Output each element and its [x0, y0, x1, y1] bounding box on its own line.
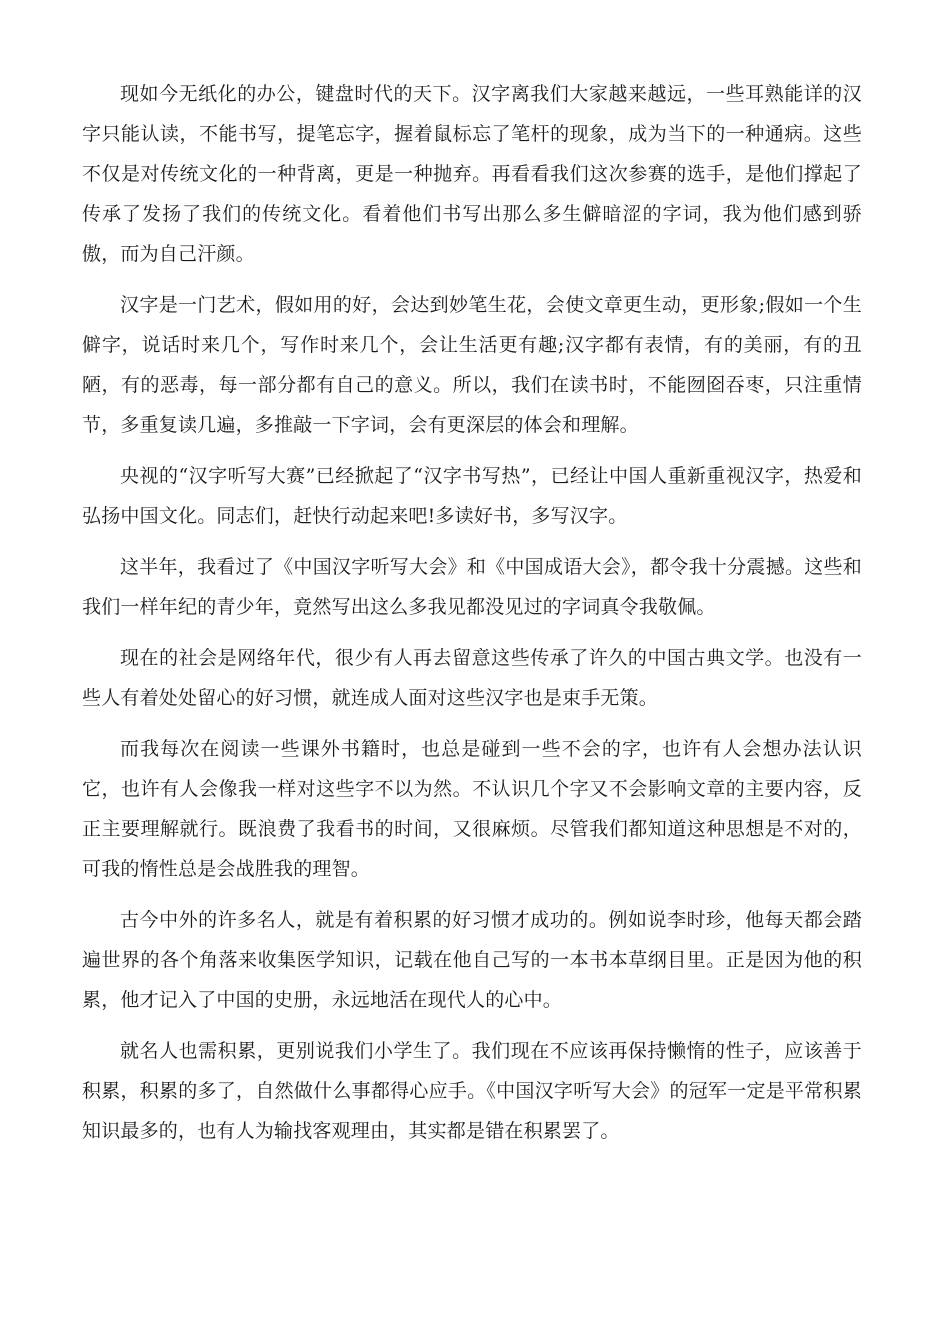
paragraph-8: 就名人也需积累，更别说我们小学生了。我们现在不应该再保持懒惰的性子，应该善于积累，积累的多了，自然做什么事都得心应手。《中国汉字听写大会》的冠军一定是平常积累知识最多的，也有人为输找客观理由，其实都是错在积累罢了。 [82, 1040, 862, 1142]
paragraph-7: 古今中外的许多名人，就是有着积累的好习惯才成功的。例如说李时珍，他每天都会踏遍世界的各个角落来收集医学知识，记载在他自己写的一本书本草纲目里。正是因为他的积累，他才记入了中国的史册，永远地活在现代人的心中。 [82, 909, 862, 1011]
paragraph-6: 而我每次在阅读一些课外书籍时，也总是碰到一些不会的字，也许有人会想办法认识它，也许有人会像我一样对这些字不以为然。不认识几个字又不会影响文章的主要内容，反正主要理解就行。既浪费了我看书的时间，又很麻烦。尽管我们都知道这种思想是不对的，可我的惰性总是会战胜我的理智。 [82, 738, 862, 880]
document-body [82, 74, 862, 1162]
paragraph-1: 现如今无纸化的办公，键盘时代的天下。汉字离我们大家越来越远，一些耳熟能详的汉字只能认读，不能书写，提笔忘字，握着鼠标忘了笔杆的现象，成为当下的一种通病。这些不仅是对传统文化的一种背离，更是一种抛弃。再看看我们这次参赛的选手，是他们撑起了传承了发扬了我们的传统文化。看着他们书写出那么多生僻暗涩的字词，我为他们感到骄傲，而为自己汗颜。 [82, 83, 862, 265]
paragraph-2: 汉字是一门艺术，假如用的好，会达到妙笔生花，会使文章更生动，更形象;假如一个生僻字，说话时来几个，写作时来几个，会让生活更有趣;汉字都有表情，有的美丽，有的丑陋，有的恶毒，每一部分都有自己的意义。所以，我们在读书时，不能囫囵吞枣，只注重情节，多重复读几遍，多推敲一下字词，会有更深层的体会和理解。 [82, 294, 862, 436]
paragraph-4: 这半年，我看过了《中国汉字听写大会》和《中国成语大会》，都令我十分震撼。这些和我们一样年纪的青少年，竟然写出这么多我见都没见过的字词真令我敬佩。 [82, 556, 862, 618]
paragraph-3: 央视的“汉字听写大赛”已经掀起了“汉字书写热”，已经让中国人重新重视汉字，热爱和弘扬中国文化。同志们，赶快行动起来吧!多读好书，多写汉字。 [82, 465, 862, 527]
paragraph-5: 现在的社会是网络年代，很少有人再去留意这些传承了许久的中国古典文学。也没有一些人有着处处留心的好习惯，就连成人面对这些汉字也是束手无策。 [82, 647, 862, 709]
